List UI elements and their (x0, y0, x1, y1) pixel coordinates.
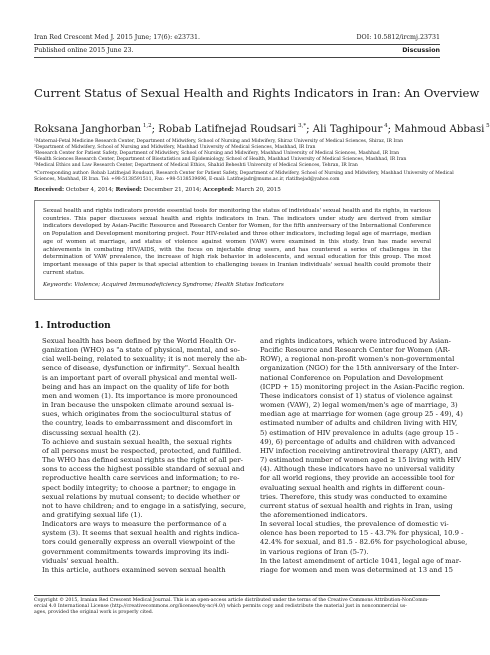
body-paragraph (252, 556, 462, 575)
text-line: In the latest amendment of article 1041, legal age of mar- (260, 556, 462, 565)
text-line: 42.4% for sexual, and 81.5 - 82.6% for psychological abuse, (260, 538, 468, 547)
text-line: In several local studies, the prevalence of domestic vi- (260, 520, 449, 529)
text-line: in Iran because the unspoken climate around sexual is- (42, 401, 234, 410)
text-line: olence has been reported to 15 - 43.7% for physical, 10.9 - (260, 529, 464, 538)
subheader-divider (34, 57, 440, 58)
copyright-notice (34, 598, 440, 617)
copyright-line: ercial 4.0 International License (http://creativecommons.org/licenses/by-nc/4.0/) which permits copy and redistribute the material just in noncommercial us- (34, 604, 407, 610)
body-paragraph (34, 437, 247, 520)
corresponding-line: *Corresponding author: Robab Latifnejad Roudsari, Research Center for Patient Safety, Department of Midwifery, School of Nursing and Midwifery, Mashhad University of Medical (34, 171, 454, 176)
journal-citation: Iran Red Crescent Med J. 2015 June; 17(6): e23731. (34, 34, 201, 41)
text-line: riage for women and men was determined at 13 and 15 (260, 565, 453, 574)
revised-date: December 21, 2014; (143, 187, 202, 193)
text-line: estimated number of adults and children living with HIV, (260, 419, 458, 428)
doi-link[interactable]: DOI: 10.5812/ircmj.23731 (356, 34, 440, 41)
header-divider (34, 44, 440, 45)
article-dates (34, 186, 281, 194)
body-paragraph (252, 520, 468, 557)
body-paragraph (34, 337, 247, 438)
keywords (43, 282, 431, 290)
text-line: and gratifying sexual life (1). (42, 510, 143, 519)
accepted-date: March 20, 2015 (235, 187, 281, 193)
corresponding-author (34, 171, 454, 183)
accepted-label: Accepted: (203, 187, 234, 193)
text-line: current status of sexual health and rights in Iran, using (260, 501, 453, 510)
text-line: viduals' sexual health. (42, 556, 120, 565)
text-line: women (VAW), 2) legal women/men's age of marriage, 3) (260, 401, 458, 410)
affiliations (34, 139, 444, 169)
text-line: sexual relations by mutual consent; to decide whether or (42, 492, 240, 501)
received-date: October 4, 2014; (65, 187, 114, 193)
abstract-box (34, 200, 440, 300)
revised-label: Revised: (115, 187, 142, 193)
text-line: is an important part of overall physical and mental well- (42, 373, 238, 382)
text-line: and rights indicators, which were introduced by Asian- (260, 337, 451, 345)
author-affiliation-marker: 3,* (296, 123, 307, 129)
text-line: national Conference on Population and Development (260, 373, 444, 382)
text-line: 49), 6) percentage of adults and children with advanced (260, 437, 456, 446)
left-column (34, 337, 247, 575)
article-type: Discussion (402, 47, 440, 54)
text-line: reproductive health care services and information; to re- (42, 474, 240, 483)
text-line: 5) estimation of HIV prevalence in adults (age group 15 - (260, 428, 459, 437)
copyright-line: ages, provided the original work is properly cited. (34, 610, 154, 616)
text-line: evaluating sexual health and rights in different coun- (260, 483, 445, 492)
text-line: HIV infection receiving antiretroviral therapy (ART), and (260, 446, 458, 455)
text-line: of all persons must be respected, protected, and fulfilled. (42, 446, 242, 455)
text-line: In this article, authors examined seven sexual health (42, 565, 226, 574)
copyright-line: Copyright © 2015, Iranian Red Crescent Medical Journal. This is an open-access article distributed under the terms of the Creative Commons Attribution-NonComm- (34, 598, 429, 603)
received-label: Received: (34, 187, 65, 193)
footer-divider (34, 595, 440, 596)
text-line: system (3). It seems that sexual health and rights indica- (42, 529, 240, 538)
text-line: To achieve and sustain sexual health, the sexual rights (42, 437, 232, 446)
journal-header (34, 33, 440, 43)
author-name: Robab Latifnejad Roudsari (158, 124, 297, 135)
text-line: ROW), a regional non-profit women's non-governmental (260, 355, 455, 364)
affiliation-line: ⁵Medical Ethics and Law Research Center, Department of Medical Ethics, Shahid Beheshti University of Medical Sciences, Tehran, IR Iran (34, 162, 358, 168)
body-paragraph (34, 520, 240, 566)
text-line: Pacific Resource and Research Center for Women (AR- (260, 346, 451, 355)
text-line: government commitments towards improving its indi- (42, 547, 229, 556)
body-paragraph (252, 337, 465, 520)
text-line: Indicators are ways to measure the performance of a (42, 520, 227, 529)
article-title: Current Status of Sexual Health and Rights Indicators in Iran: An Overview (34, 86, 480, 100)
author-list (34, 120, 490, 136)
author-affiliation-marker: 4 (382, 123, 388, 129)
text-line: (ICPD + 15) monitoring project in the Asian-Pacific region. (260, 382, 465, 391)
text-line: 7) estimated number of women aged ≥ 15 living with HIV (260, 456, 461, 465)
publication-row (34, 46, 440, 56)
text-line: men and women (1). Its importance is more pronounced (42, 391, 238, 400)
corresponding-line: Sciences, Mashhad, IR Iran. Tel: +98-5138591511, Fax: +98-5138539696, E-mail: Latifnejadr@mums.ac.ir, rlatifnejad@yahoo.com (34, 176, 340, 182)
text-line: ganization (WHO) as "a state of physical, mental, and so- (42, 346, 240, 355)
text-line: median age at marriage for women (age group 25 - 49), 4) (260, 410, 463, 419)
affiliation-line: ²Department of Midwifery, School of Nursing and Midwifery, Mashhad University of Medical Sciences, Mashhad, IR Iran (34, 144, 316, 150)
text-line: discussing sexual health (2). (42, 428, 141, 437)
text-line: spect bodily integrity; to choose a partner; to engage in (42, 483, 236, 492)
section-heading: 1. Introduction (34, 321, 111, 331)
author-affiliation-marker: 5 (484, 123, 490, 129)
text-line: the aforementioned indicators. (260, 510, 368, 519)
right-column (252, 337, 468, 575)
text-line: The WHO has defined sexual rights as the right of all per- (42, 456, 243, 465)
keywords-label: Keywords: (43, 282, 73, 289)
text-line: for all world regions, they provide an accessible tool for (260, 474, 455, 483)
author-separator: ; (306, 124, 313, 135)
text-line: sence of disease, dysfunction or infirmity". Sexual health (42, 364, 240, 373)
text-line: sons to access the highest possible standard of sexual and (42, 465, 245, 474)
text-line: These indicators consist of 1) status of violence against (260, 391, 453, 400)
keywords-list: Violence; Acquired Immunodeficiency Syndrome; Health Status Indicators (74, 282, 284, 289)
affiliation-line: ¹Maternal-Fetal Medicine Research Center, Department of Midwifery, School of Nursing and Midwifery, Shiraz University of Medical Sciences, Shiraz, IR Iran (34, 139, 404, 144)
text-line: tries. Therefore, this study was conducted to examine (260, 492, 448, 501)
author-name: Mahmoud Abbasi (394, 124, 485, 135)
text-line: being and has an impact on the quality of life for both (42, 382, 230, 391)
text-line: tors could generally express an overall viewpoint of the (42, 538, 236, 547)
text-line: organization (NGO) for the 15th anniversary of the Inter- (260, 364, 459, 373)
affiliation-line: ⁴Health Sciences Research Center, Department of Biostatistics and Epidemiology, School of Health, Mashhad University of Medical Sciences, Mashhad, IR Iran (34, 156, 407, 162)
text-line: not to have children; and to engage in a satisfying, secure, (42, 501, 247, 510)
author-name: Roksana Janghorban (34, 124, 142, 135)
body-paragraph (34, 565, 226, 575)
author-name: Ali Taghipour (312, 124, 383, 135)
author-separator: ; (151, 124, 159, 135)
text-line: in various regions of Iran (5-7). (260, 547, 369, 556)
published-date: Published online 2015 June 23. (34, 47, 134, 54)
text-line: the country, leads to embarrassment and discomfort in (42, 419, 233, 428)
author-affiliation-marker: 1,2 (141, 123, 152, 129)
author-separator: ; (387, 124, 395, 135)
text-line: (4). Although these indicators have no universal validity (260, 465, 455, 474)
affiliation-line: ³Research Center for Patient Safety, Department of Midwifery, School of Nursing and Midwifery, Mashhad University of Medical Sciences, Mashhad, IR Iran (34, 150, 400, 156)
text-line: cial well-being, related to sexuality; it is not merely the ab- (42, 355, 247, 364)
text-line: Sexual health has been defined by the World Health Or- (42, 337, 237, 345)
abstract-text: Sexual health and rights indicators provide essential tools for monitoring the status of individuals' sexual health and its rights, in various countries. This paper discusses sexual health and rights indicators in Iran. The indicators under study are derived from similar indicators developed by Asian-Pacific Resource and Research Center for Women, for the fifth anniversary of the International Conference on Population and Development monitoring project. Four HIV-related and three other indicators, including legal age of marriage, median age of women at marriage, and status of violence against women (VAW) were examined in this study. Iran has made several achievements in combating HIV/AIDS, with the focus on injectable drug users, and has countered a series of challenges in the determination of VAW prevalence, the increase of high risk behavior in adolescents, and sexual education for this group. The most important message of this paper is that special attention to challenging issues in Iranian individuals' sexual health could promote their current status. (43, 208, 431, 276)
text-line: sues, which originates from the sociocultural status of (42, 410, 231, 419)
